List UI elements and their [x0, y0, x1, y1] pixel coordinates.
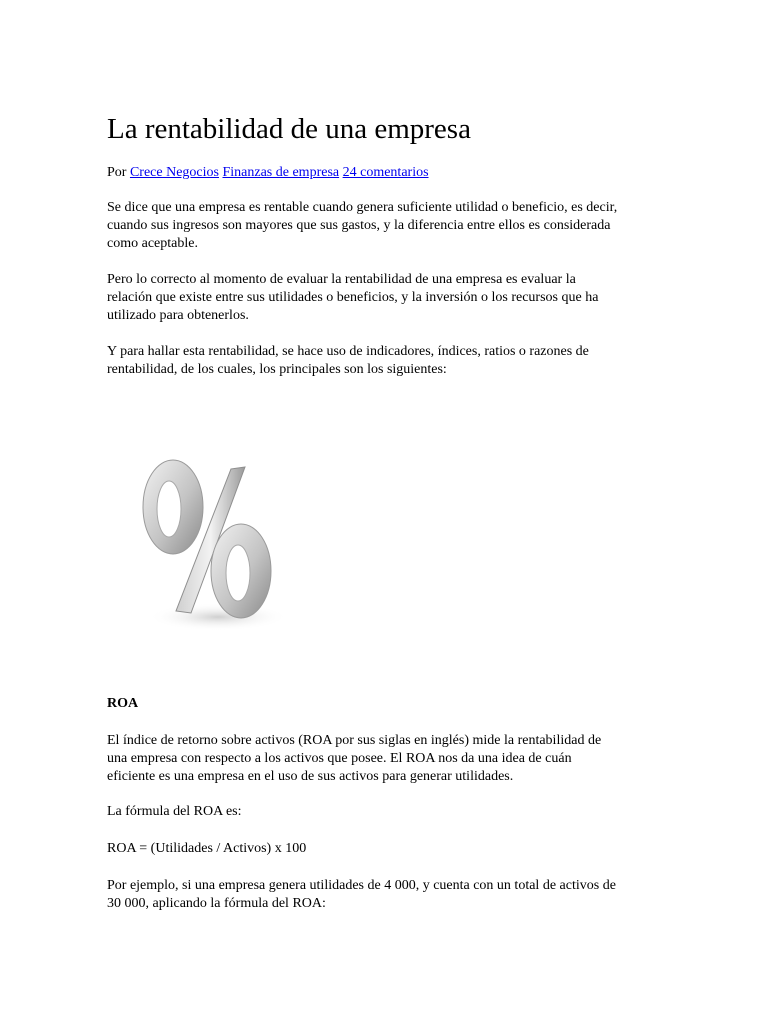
percent-3d-icon: [128, 445, 288, 635]
paragraph-line: cuando sus ingresos son mayores que sus gastos, y la diferencia entre ellos es considerada: [107, 218, 611, 233]
paragraph-line: Se dice que una empresa es rentable cuando genera suficiente utilidad o beneficio, es decir,: [107, 200, 618, 215]
article-byline: [107, 164, 429, 182]
paragraph-line: El índice de retorno sobre activos (ROA por sus siglas en inglés) mide la rentabilidad de: [107, 733, 602, 748]
paragraph-line: relación que existe entre sus utilidades o beneficios, y la inversión o los recursos que ha: [107, 290, 599, 305]
author-link[interactable]: Crece Negocios: [129, 165, 219, 180]
paragraph-line: utilizado para obtenerlos.: [107, 308, 249, 323]
category-link[interactable]: Finanzas de empresa: [222, 165, 340, 180]
article-title: La rentabilidad de una empresa: [107, 113, 471, 145]
paragraph-line: 30 000, aplicando la fórmula del ROA:: [107, 896, 326, 911]
formula-intro: La fórmula del ROA es:: [107, 804, 242, 819]
intro-paragraph: [107, 199, 667, 253]
paragraph-line: Pero lo correcto al momento de evaluar la rentabilidad de una empresa es evaluar la: [107, 272, 576, 287]
paragraph-line: como aceptable.: [107, 236, 198, 251]
indicators-paragraph: [107, 343, 667, 379]
byline-prefix: Por: [107, 165, 127, 180]
paragraph-line: rentabilidad, de los cuales, los principales son los siguientes:: [107, 362, 447, 377]
evaluation-paragraph: [107, 271, 667, 325]
comments-link[interactable]: 24 comentarios: [342, 165, 429, 180]
paragraph-line: una empresa con respecto a los activos que posee. El ROA nos da una idea de cuán: [107, 751, 572, 766]
example-paragraph: [107, 877, 667, 913]
roa-formula: ROA = (Utilidades / Activos) x 100: [107, 841, 307, 856]
roa-definition-paragraph: [107, 732, 667, 786]
paragraph-line: eficiente es una empresa en el uso de sus activos para generar utilidades.: [107, 769, 514, 784]
paragraph-line: Y para hallar esta rentabilidad, se hace uso de indicadores, índices, ratios o razones de: [107, 344, 589, 359]
roa-heading: ROA: [107, 696, 139, 711]
paragraph-line: Por ejemplo, si una empresa genera utilidades de 4 000, y cuenta con un total de activos de: [107, 878, 616, 893]
